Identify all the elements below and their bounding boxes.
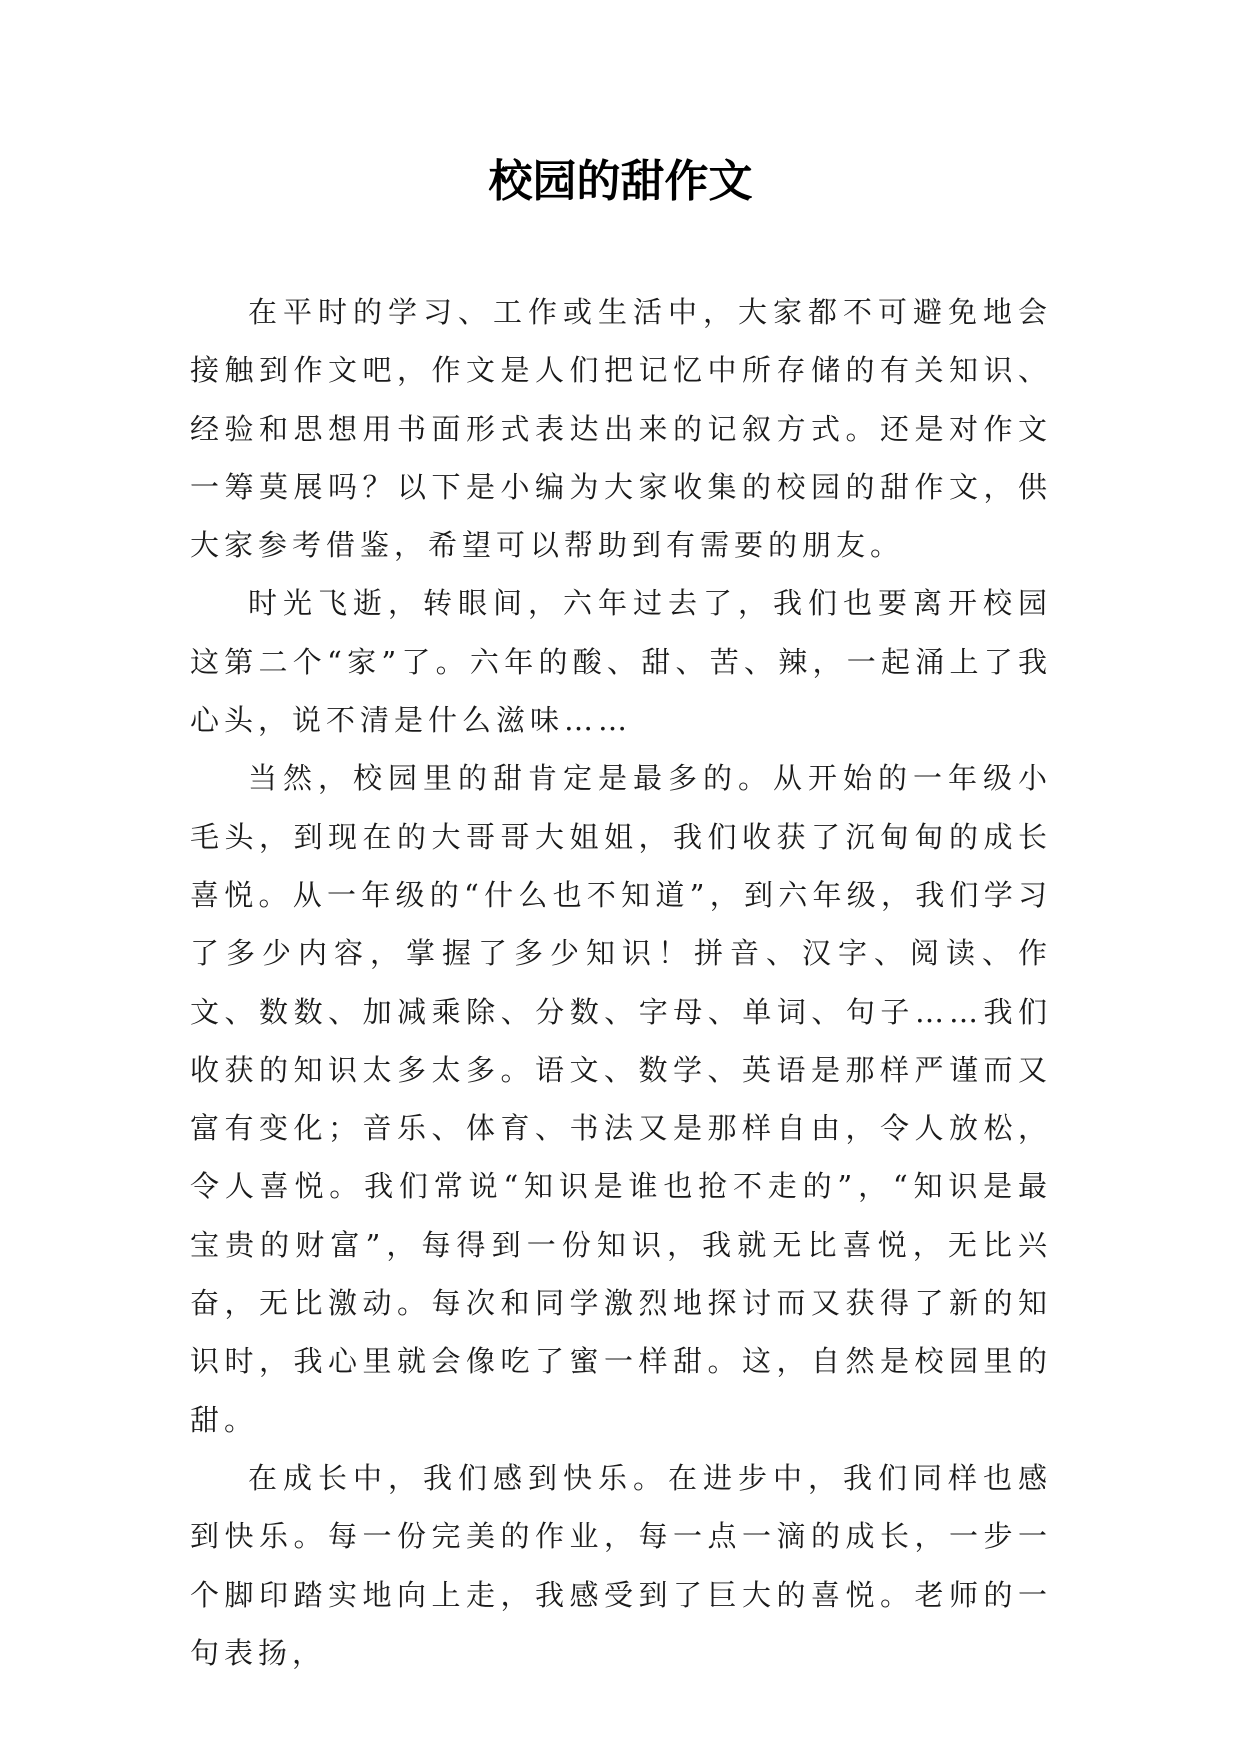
document-body	[190, 283, 1052, 1682]
paragraph-time-flies: 时光飞逝，转眼间，六年过去了，我们也要离开校园这第二个“家”了。六年的酸、甜、苦、辣，一起涌上了我心头，说不清是什么滋味……	[190, 586, 1052, 738]
paragraph-growth: 在成长中，我们感到快乐。在进步中，我们同样也感到快乐。每一份完美的作业，每一点一滴的成长，一步一个脚印踏实地向上走，我感受到了巨大的喜悦。老师的一句表扬，	[190, 1460, 1052, 1670]
paragraph-intro: 在平时的学习、工作或生活中，大家都不可避免地会接触到作文吧，作文是人们把记忆中所存储的有关知识、经验和思想用书面形式表达出来的记叙方式。还是对作文一筹莫展吗？以下是小编为大家收集的校园的甜作文，供大家参考借鉴，希望可以帮助到有需要的朋友。	[190, 295, 1052, 563]
document-title: 校园的甜作文	[488, 156, 753, 207]
paragraph-knowledge: 当然，校园里的甜肯定是最多的。从开始的一年级小毛头，到现在的大哥哥大姐姐，我们收获了沉甸甸的成长喜悦。从一年级的“什么也不知道”，到六年级，我们学习了多少内容，掌握了多少知识！拼音、汉字、阅读、作文、数数、加减乘除、分数、字母、单词、句子……我们收获的知识太多太多。语文、数学、英语是那样严谨而又富有变化；音乐、体育、书法又是那样自由，令人放松，令人喜悦。我们常说“知识是谁也抢不走的”，“知识是最宝贵的财富”，每得到一份知识，我就无比喜悦，无比兴奋，无比激动。每次和同学激烈地探讨而又获得了新的知识时，我心里就会像吃了蜜一样甜。这，自然是校园里的甜。	[190, 761, 1052, 1437]
